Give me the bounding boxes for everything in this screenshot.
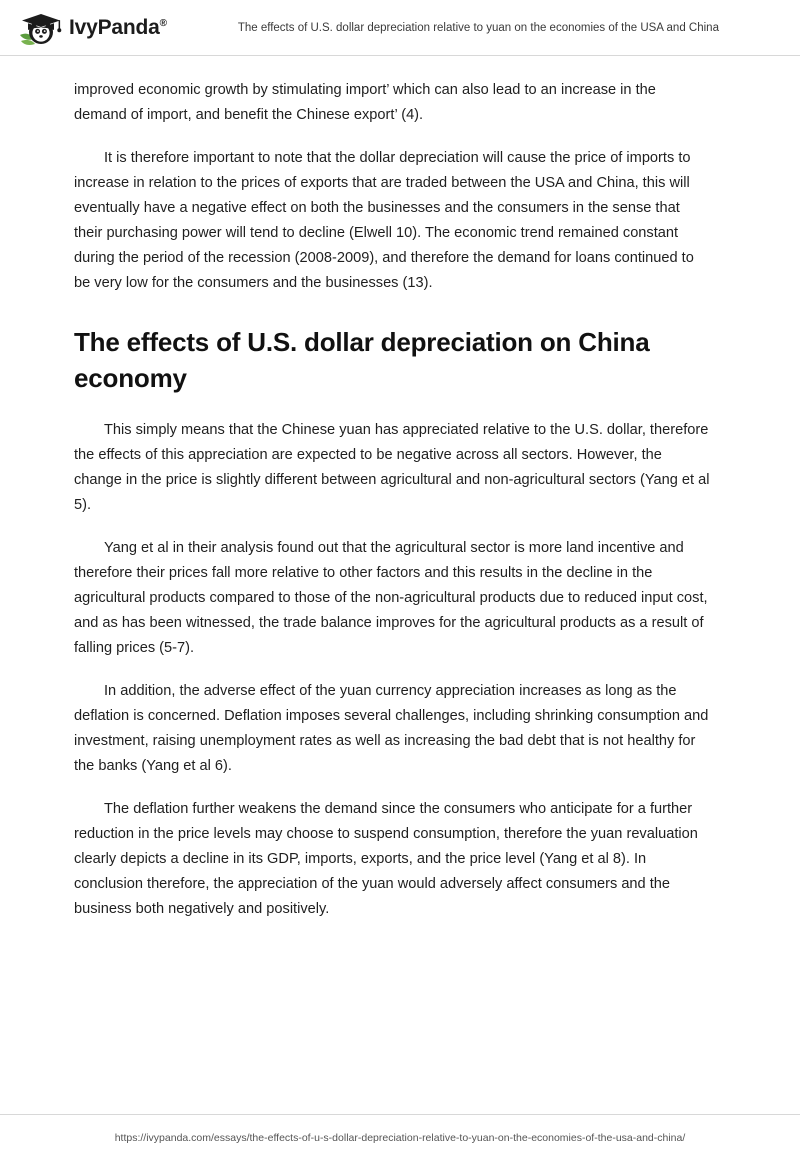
brand-name [69, 16, 167, 40]
brand-name-text: IvyPanda [69, 15, 160, 39]
document-title: The effects of U.S. dollar depreciation relative to yuan on the economies of the USA and China [237, 21, 719, 34]
paragraph: The deflation further weakens the demand since the consumers who anticipate for a further reduction in the price levels may choose to suspend consumption, therefore the yuan revaluation clearly depicts a decline in its GDP, imports, exports, and the price level (Yang et al 8). In conclusion therefore, the appreciation of the yuan would adversely affect consumers and the business both negatively and positively. [74, 801, 698, 917]
article-body [0, 56, 800, 922]
graduation-cap-panda-logo-icon [18, 8, 62, 48]
paragraph: Yang et al in their analysis found out that the agricultural sector is more land incentive and therefore their prices fall more relative to other factors and this results in the decline in the agricultural products compared to those of the non-agricultural products due to reduced input cost, and as has been witnessed, the trade balance improves for the agricultural products as a result of falling prices (5-7). [74, 540, 708, 656]
page-header [0, 0, 800, 56]
section-heading: The effects of U.S. dollar depreciation on China economy [74, 327, 650, 393]
paragraph: In addition, the adverse effect of the yuan currency appreciation increases as long as the deflation is concerned. Deflation imposes several challenges, including shrinking consumption and investment, raising unemployment rates as well as increasing the bad debt that is not healthy for the banks (Yang et al 6). [74, 683, 709, 774]
registered-mark: ® [159, 17, 167, 29]
page-footer [0, 1114, 800, 1160]
paragraph: This simply means that the Chinese yuan has appreciated relative to the U.S. dollar, therefore the effects of this appreciation are expected to be negative across all sectors. However, the change in the price is slightly different between agricultural and non-agricultural sectors (Yang et al 5). [74, 422, 710, 513]
source-url-link[interactable]: https://ivypanda.com/essays/the-effects-of-u-s-dollar-depreciation-relative-to-yuan-on-the-economies-of-the-usa-and-china/ [114, 1131, 686, 1144]
paragraph: improved economic growth by stimulating import’ which can also lead to an increase in the demand of import, and benefit the Chinese export’ (4). [74, 82, 656, 123]
paragraph: It is therefore important to note that the dollar depreciation will cause the price of imports to increase in relation to the prices of exports that are traded between the USA and China, this will eventually have a negative effect on both the businesses and the consumers in the sense that their purchasing power will tend to decline (Elwell 10). The economic trend remained constant during the period of the recession (2008-2009), and therefore the demand for loans continued to be very low for the consumers and the businesses (13). [74, 150, 694, 291]
brand[interactable] [18, 8, 167, 48]
